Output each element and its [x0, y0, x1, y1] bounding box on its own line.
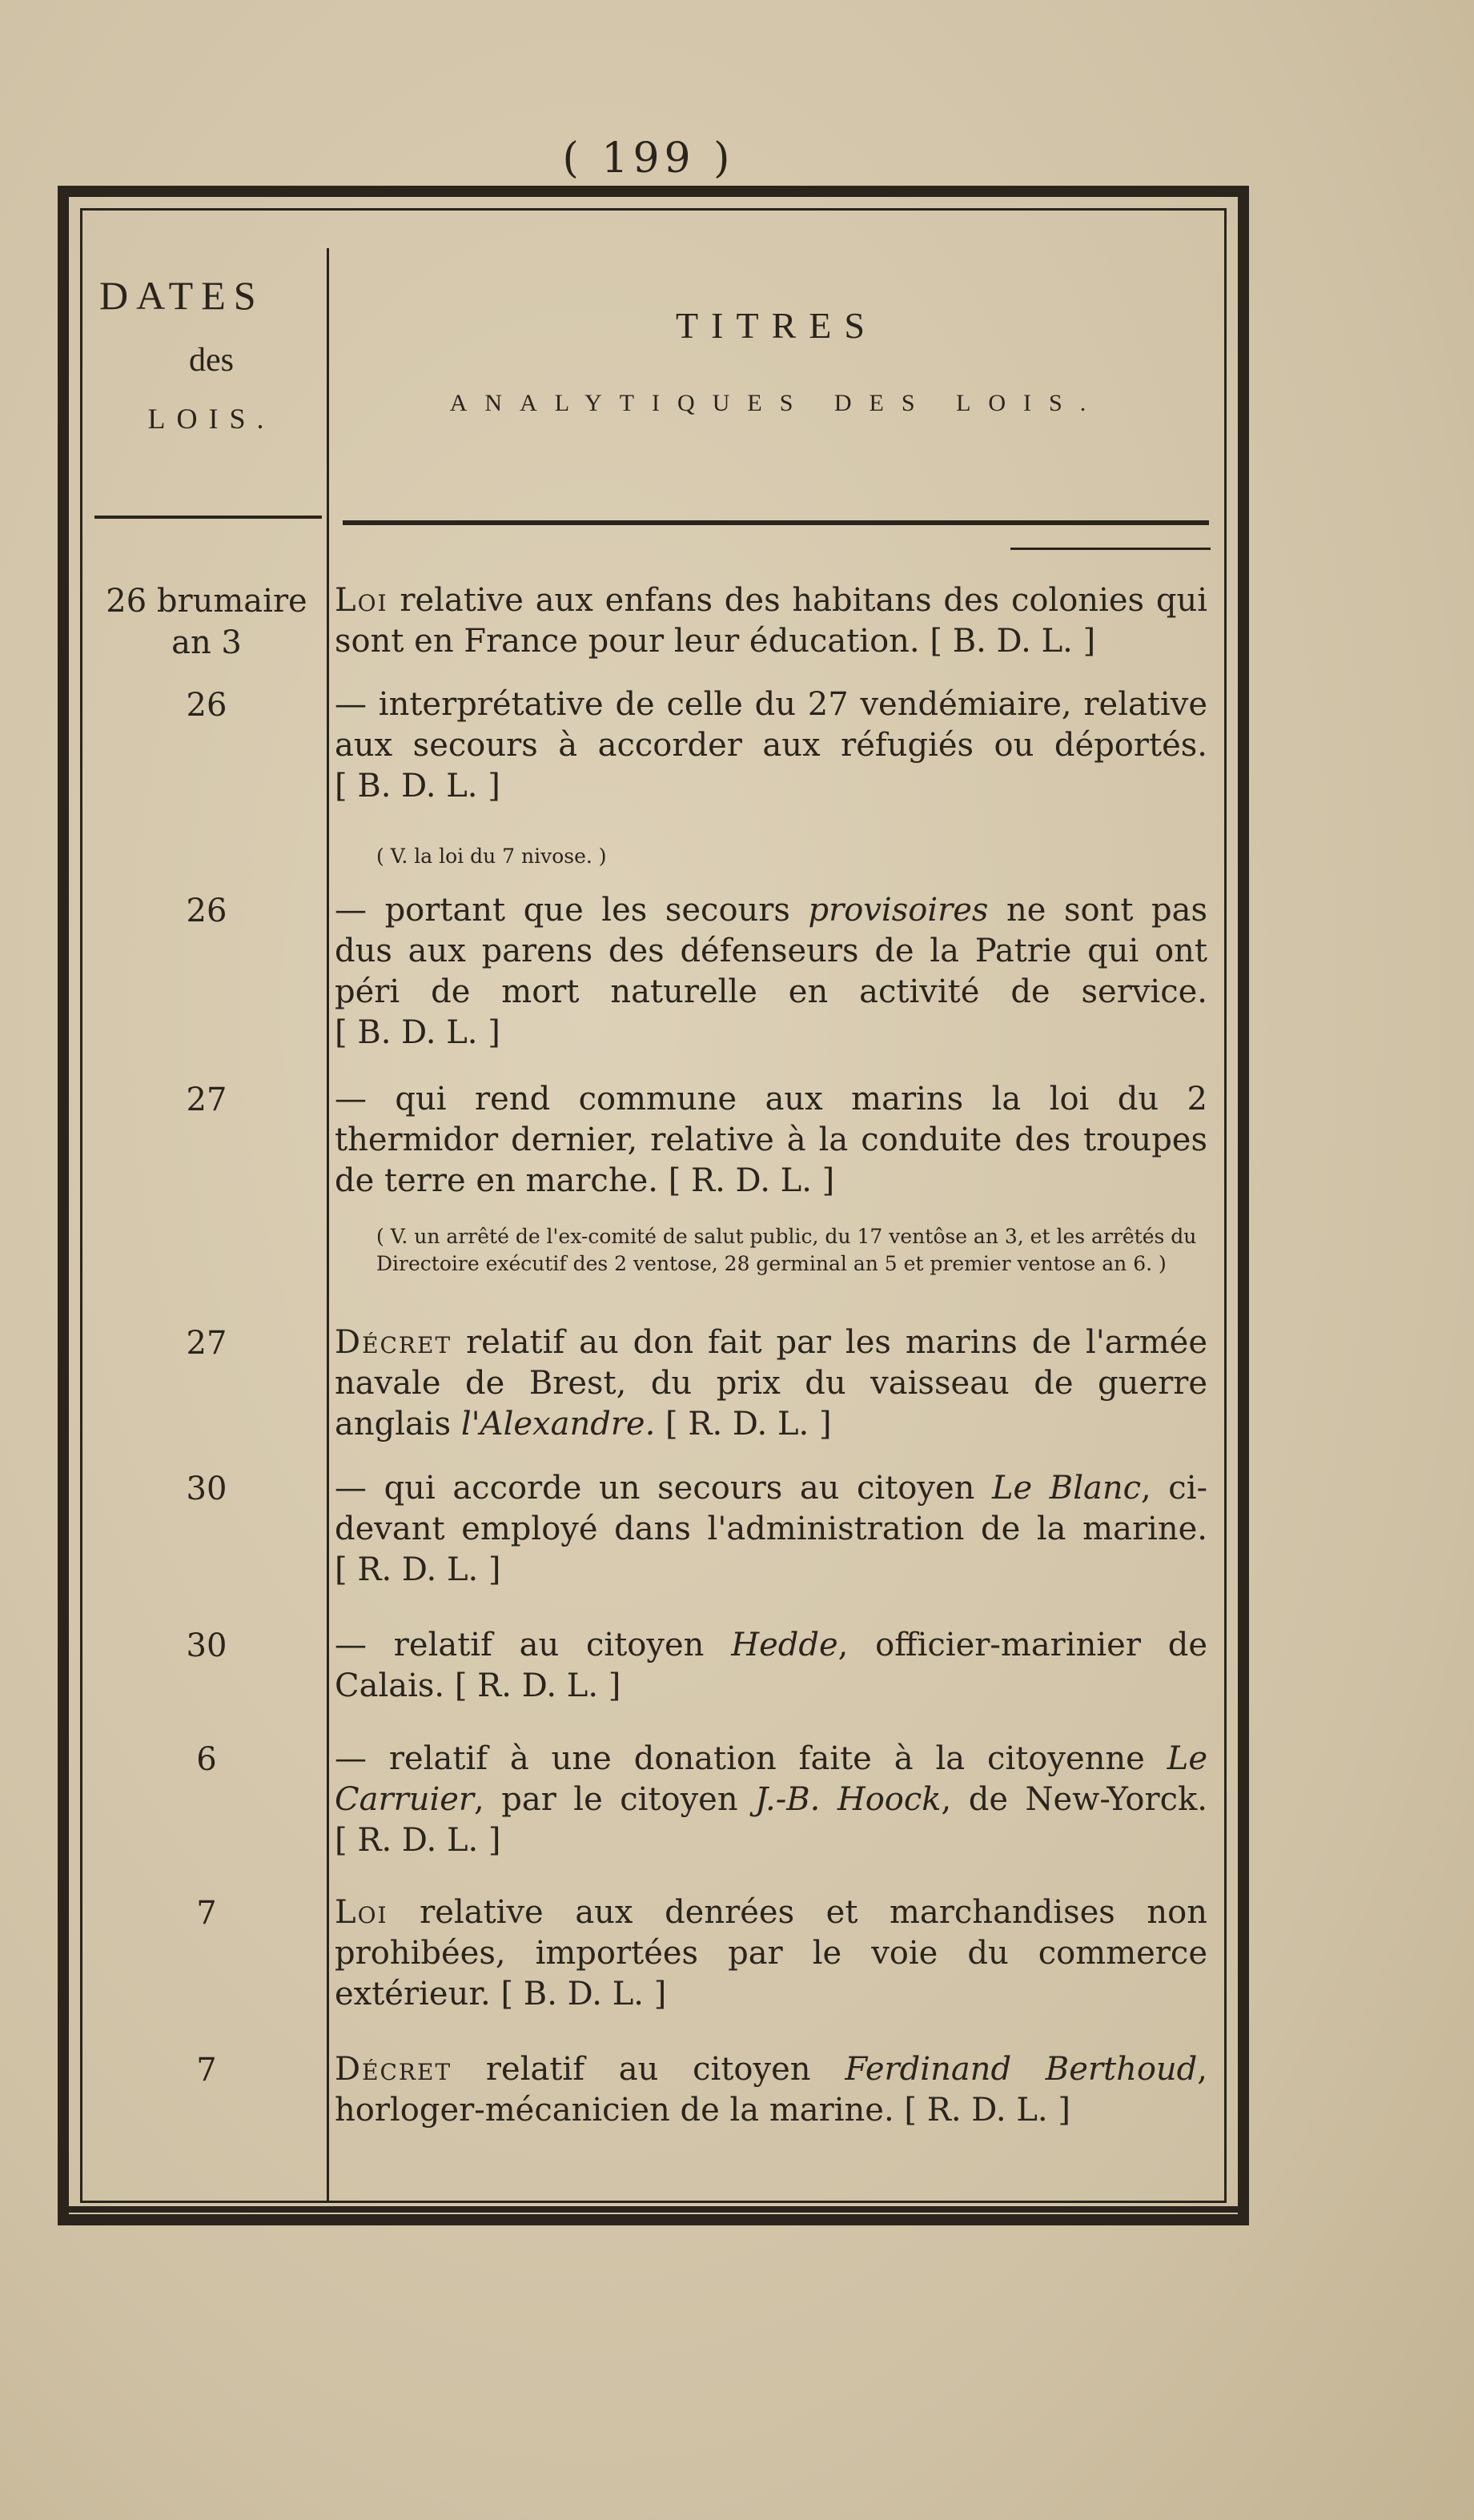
entry-text: — qui accorde un secours au citoyen Le Blanc, ci-devant employé dans l'administration de la marine. [ R. D. L. ]: [335, 1470, 1208, 1588]
entry-date: 30: [186, 1471, 227, 1507]
header-rule-left: [94, 516, 322, 519]
entry-text: Décret relatif au don fait par les marins de l'armée navale de Brest, du prix du vaisseau de guerre anglais l'Alexandre. [ R. D. L. ]: [335, 1324, 1207, 1443]
entry-text: — portant que les secours provisoires ne sont pas dus aux parens des défenseurs de la Patrie qui ont péri de mort naturelle en activité de service. [ B. D. L. ]: [335, 892, 1207, 1051]
titles-header-line1: TITRES: [676, 305, 878, 346]
entry-date: 27: [186, 1081, 227, 1118]
entry-text: Loi relative aux denrées et marchandises non prohibées, importées par le voie du commerce extérieur. [ B. D. L. ]: [335, 1894, 1207, 2012]
entry-text: — relatif au citoyen Hedde, officier-marinier de Calais. [ R. D. L. ]: [335, 1627, 1207, 1704]
entry-text: — relatif à une donation faite à la citoyenne Le Carruier, par le citoyen J.-B. Hoock, de New-Yorck. [ R. D. L. ]: [335, 1740, 1207, 1859]
titles-column-header: [336, 304, 1217, 417]
entry-text: — interprétative de celle du 27 vendémiaire, relative aux secours à accorder aux réfugiés ou déportés. [ B. D. L. ]: [335, 686, 1207, 805]
entry-date: 26 brumaire an 3: [106, 583, 307, 661]
entry-date: 7: [196, 2052, 217, 2089]
column-separator: [327, 248, 329, 2201]
entry-date: 7: [196, 1895, 217, 1932]
entry-text: — qui rend commune aux marins la loi du 2 thermidor dernier, relative à la conduite des troupes de terre en marche. [ R. D. L. ]: [335, 1081, 1207, 1199]
entry-date: 6: [196, 1741, 217, 1778]
dates-header-line2: des: [189, 342, 234, 379]
dates-column-header: [99, 272, 323, 435]
header-rule-ornament: [1010, 548, 1211, 550]
entry-date: 26: [186, 893, 227, 929]
bottom-rule: [58, 2206, 1249, 2213]
entry-date: 27: [186, 1325, 227, 1362]
entry-text: Décret relatif au citoyen Ferdinand Berthoud, horloger-mécanicien de la marine. [ R. D. L. ]: [335, 2051, 1208, 2129]
dates-header-line1: DATES: [99, 273, 264, 318]
entry-citation: ( V. la loi du 7 nivose. ): [376, 845, 607, 868]
header-rule-right: [343, 520, 1209, 525]
entry-date: 26: [186, 687, 227, 724]
titles-header-line2: ANALYTIQUES DES LOIS.: [449, 390, 1104, 416]
entry-text: Loi relative aux enfans des habitans des colonies qui sont en France pour leur éducation. [ B. D. L. ]: [335, 582, 1207, 660]
page-number: ( 199 ): [562, 134, 735, 183]
entry-citation: ( V. un arrêté de l'ex-comité de salut public, du 17 ventôse an 3, et les arrêtés du Directoire exécutif des 2 ventose, 28 germinal an 5 et premier ventose an 6. ): [376, 1225, 1197, 1275]
entry-date: 30: [186, 1627, 227, 1664]
dates-header-line3: LOIS.: [147, 403, 275, 435]
